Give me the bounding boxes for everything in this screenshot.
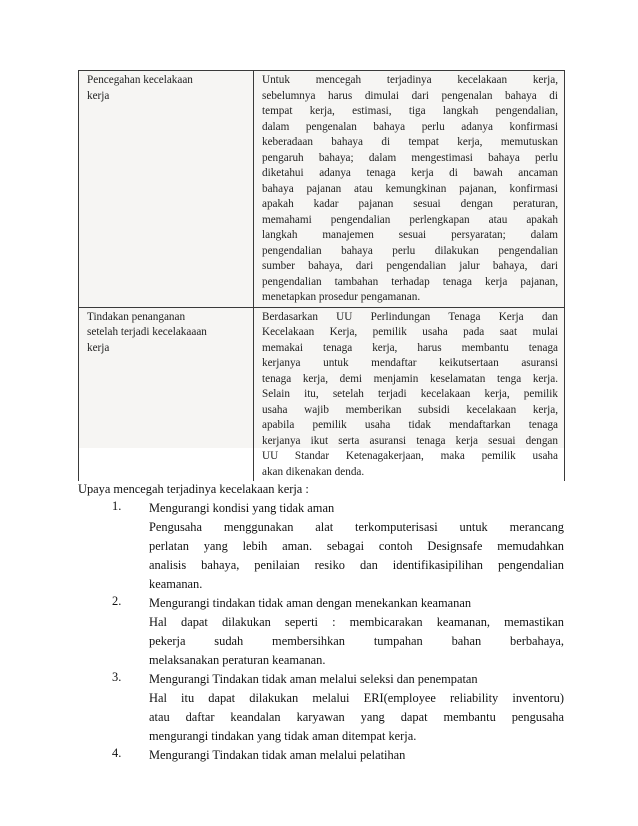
cell-line: usaha wajib memberikan subsidi kecelakaan kerja,: [262, 403, 558, 416]
cell-line: apakah kadar pajanan sesuai dengan peraturan,: [262, 198, 558, 210]
cell-line: keberadaan bahaya di tempat kerja, memutuskan: [262, 136, 558, 148]
cell-line: kerjanya ikut serta asuransi tenaga kerja sesuai dengan: [262, 434, 558, 447]
desc-line: Hal dapat dilakukan seperti : membicarakan keamanan, memastikan: [149, 615, 564, 629]
scanned-table-image: [78, 70, 565, 478]
cell-line: Kecelakaan Kerja, pemilik usaha pada saat mulai: [262, 326, 558, 338]
list-item: [78, 746, 564, 765]
intro-text: Upaya mencegah terjadinya kecelakaan kerja :: [78, 482, 309, 496]
table-cell-description: [254, 307, 565, 481]
cell-line: Untuk mencegah terjadinya kecelakaan kerja,: [262, 74, 558, 86]
cell-line: memahami pengendalian perlengkapan atau apakah: [262, 213, 558, 226]
desc-line: melaksanakan peraturan keamanan.: [149, 653, 326, 667]
item-description: [149, 518, 564, 594]
desc-line: analisis bahaya, penilaian resiko dan identifikasipilihan pengendalian: [149, 558, 564, 572]
cell-line: langkah manajemen sesuai persyaratan; dalam: [262, 229, 558, 241]
cell-line: pengendalian tambahan terhadap tenaga kerja pajanan,: [262, 275, 558, 288]
cell-line: tenaga kerja, demi menjamin keselamatan tenga kerja.: [262, 372, 558, 385]
item-description: [149, 689, 564, 746]
cell-line: pengendalian bahaya perlu dilakukan pengendalian: [262, 244, 558, 257]
desc-line: Pengusaha menggunakan alat terkomputerisasi untuk merancang: [149, 520, 564, 534]
table-cell-description: [254, 71, 565, 308]
item-heading: Mengurangi Tindakan tidak aman melalui pelatihan: [149, 748, 406, 762]
cell-line: kerja: [87, 89, 110, 102]
desc-line: atau daftar keandalan karyawan yang dapat membantu pengusaha: [149, 710, 564, 724]
cell-line: kerja: [87, 341, 110, 354]
table-row: [79, 71, 565, 308]
cell-line: bahaya pajanan atau kemungkinan pajanan, konfirmasi: [262, 182, 558, 195]
list-item: [78, 670, 564, 746]
table-row: [79, 307, 565, 481]
desc-line: pekerja sudah membersihkan tumpahan bahan berbahaya,: [149, 634, 564, 648]
desc-line: keamanan.: [149, 577, 203, 591]
cell-line: Pencegahan kecelakaan: [87, 74, 193, 86]
desc-line: mengurangi tindakan yang tidak aman ditempat kerja.: [149, 729, 417, 743]
list-item: [78, 499, 564, 594]
desc-line: perlatan yang lebih aman. sebagai contoh Designsafe memudahkan: [149, 539, 564, 553]
desc-line: Hal itu dapat dilakukan melalui ERI(employee reliability inventoru): [149, 691, 564, 705]
cell-line: setelah terjadi kecelakaaan: [87, 326, 207, 338]
item-number: 3.: [112, 670, 122, 684]
document-body: [78, 480, 564, 765]
item-number: 1.: [112, 499, 122, 513]
item-number: 4.: [112, 746, 122, 760]
cell-line: menetapkan prosedur pengamanan.: [262, 291, 421, 303]
cell-line: kerjanya untuk mendaftar keikutsertaan asuransi: [262, 357, 558, 369]
cell-line: diketahui adanya tenaga kerja di bawah ancaman: [262, 167, 558, 179]
cell-line: apabila pemilik usaha tidak mendaftarkan tenaga: [262, 419, 558, 431]
cell-line: akan dikenakan denda.: [262, 465, 365, 478]
cell-line: sebelumnya harus dimulai dari pengenalan bahaya di: [262, 89, 558, 102]
cell-line: Selain itu, setelah terjadi kecelakaan kerja, pemilik: [262, 388, 558, 400]
cell-line: UU Standar Ketenagakerjaan, maka pemilik usaha: [262, 450, 558, 462]
cell-line: pengaruh bahaya; dalam mengestimasi bahaya perlu: [262, 151, 558, 164]
prevention-table: [78, 70, 565, 481]
table-cell-topic: [79, 71, 254, 308]
item-description: [149, 613, 564, 670]
cell-line: dalam pengenalan bahaya perlu adanya konfirmasi: [262, 120, 558, 133]
cell-line: tempat kerja, estimasi, tiga langkah pengendalian,: [262, 105, 558, 117]
item-heading: Mengurangi kondisi yang tidak aman: [149, 501, 335, 515]
cell-line: Tindakan penanganan: [87, 310, 186, 323]
item-number: 2.: [112, 594, 122, 608]
cell-line: Berdasarkan UU Perlindungan Tenaga Kerja dan: [262, 310, 558, 323]
item-heading: Mengurangi Tindakan tidak aman melalui seleksi dan penempatan: [149, 672, 478, 686]
list-item: [78, 594, 564, 670]
cell-line: memakai tenaga kerja, harus membantu tenaga: [262, 341, 558, 354]
cell-line: sumber bahaya, dari pengendalian jalur bahaya, dari: [262, 260, 558, 272]
table-cell-topic: [79, 307, 254, 481]
item-heading: Mengurangi tindakan tidak aman dengan menekankan keamanan: [149, 596, 472, 610]
